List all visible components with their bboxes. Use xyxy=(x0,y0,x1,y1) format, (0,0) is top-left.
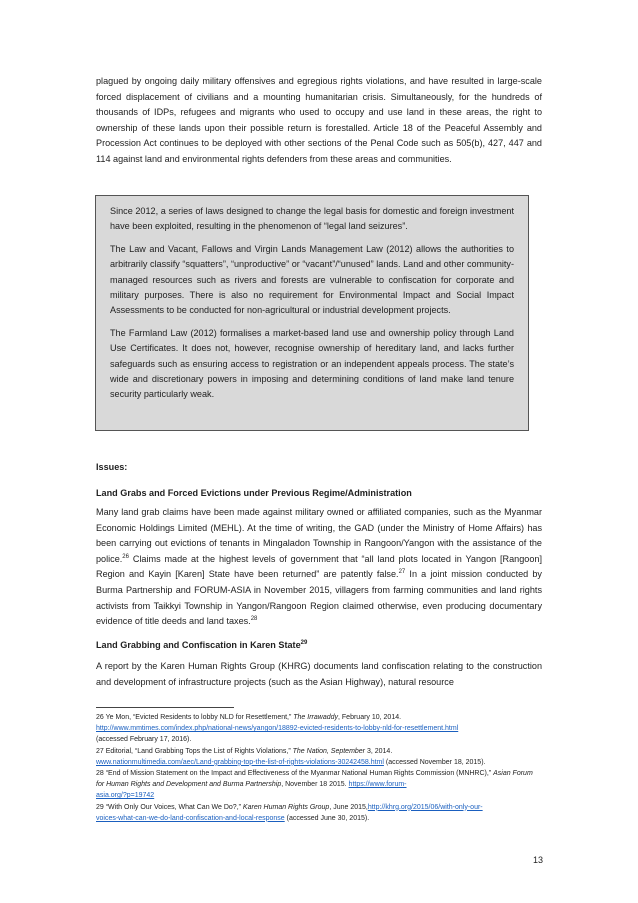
land-grabs-text-a: Many land grab claims have been made against military owned or affiliated companies, such as the Myanmar Economic Holdings Limited (MEHL). At the time of writing, the GAD (under the Ministry of Home Affairs) has been carrying out evictions of tenants in Mingaladon Township in Rangoon/Yangon with the assistance of the police. xyxy=(96,507,542,564)
footnote-27-link[interactable]: www.nationmultimedia.com/aec/Land-grabbing-top-the-list-of-rights-violations-30242458.html xyxy=(96,758,384,766)
footnote-27-source: The Nation, September xyxy=(292,747,366,755)
footnote-29-link-cont[interactable]: voices-what-can-we-do-land-confiscation-and-local-response xyxy=(96,814,285,822)
footnote-28-text: 28 “End of Mission Statement on the Impact and Effectiveness of the Myanmar National Human Rights Commission (MNHRC),” xyxy=(96,770,494,778)
footnote-27-accessed: (accessed November 18, 2015). xyxy=(383,758,486,766)
footnotes xyxy=(96,712,542,824)
footnote-27 xyxy=(96,746,542,768)
footnote-26-accessed: (accessed February 17, 2016). xyxy=(96,736,192,744)
footnote-28-link-cont[interactable]: asia.org/?p=19742 xyxy=(96,792,155,800)
land-grabs-text-c: In a joint mission conducted by Burma Partnership and FORUM-ASIA in November 2015, villagers from farming communities and land rights activists from Taikkyi Township in Yangon/Rangoon Region claimed otherwise, even producing documentary evidence of title deeds and land taxes. xyxy=(96,569,542,627)
footnote-29-text: 29 “With Only Our Voices, What Can We Do?,” xyxy=(96,803,243,811)
footnote-29-date: , June 2015, xyxy=(329,803,368,811)
footnote-26-source: The Irrawaddy xyxy=(293,714,339,721)
box-paragraph-2: The Law and Vacant, Fallows and Virgin Lands Management Law (2012) allows the authorities to arbitrarily classify “squatters”, “unproductive” or “vacant”/“unused” lands. Land and other community-managed resources such as rivers and forests are vulnerable to confiscation for corporate and military purposes. There is also no requirement for Environmental Impact and Social Impact Assessments to be conducted for non-agricultural or industrial development projects. xyxy=(110,243,514,316)
footnote-29-link[interactable]: http://khrg.org/2015/06/with-only-our- xyxy=(367,803,483,811)
karen-heading-text: Land Grabbing and Confiscation in Karen State xyxy=(96,640,301,650)
legal-context-box xyxy=(95,195,529,431)
footnote-26 xyxy=(96,712,542,746)
section-heading-karen-state xyxy=(96,640,307,650)
footnote-ref-27: 27 xyxy=(398,569,406,576)
box-paragraph-3: The Farmland Law (2012) formalises a market-based land use and ownership policy through Land Use Certificates. It does not, however, recognise ownership of hereditary land, and lacks further safeguards such as ensuring access to registration or an independent appeals process. The state’s wide and discretionary powers in imposing and determining conditions of land make land tenure security particularly weak. xyxy=(110,327,514,400)
issues-heading: Issues: xyxy=(96,462,128,472)
footnote-28-link[interactable]: https://www.forum- xyxy=(348,781,407,789)
box-paragraph-1: Since 2012, a series of laws designed to change the legal basis for domestic and foreign investment have been exploited, resulting in the phenomenon of “legal land seizures”. xyxy=(110,206,514,232)
footnote-29 xyxy=(96,802,542,824)
footnote-28-date: , November 18 2015. xyxy=(281,781,349,789)
footnote-28 xyxy=(96,768,542,802)
footnote-29-accessed: (accessed June 30, 2015). xyxy=(284,814,370,822)
page-number: 13 xyxy=(533,855,544,865)
footnote-26-text: 26 Ye Mon, “Evicted Residents to lobby NLD for Resettlement,” xyxy=(96,714,294,721)
footnote-ref-28: 28 xyxy=(250,616,258,623)
land-grabs-text-b: Claims made at the highest levels of government that “all land plots located in Yangon [Rangoon] Region and Kayin [Karen] State have been returned” are patently false. xyxy=(96,553,542,580)
footnote-28-source: Asian Forum for Human Rights and Development and Burma Partnership xyxy=(96,770,533,789)
footnote-26-date: , February 10, 2014. xyxy=(338,714,402,721)
footnote-ref-26: 26 xyxy=(122,553,129,560)
footnote-ref-29: 29 xyxy=(300,639,308,646)
footnote-27-text: 27 Editorial, “Land Grabbing Tops the List of Rights Violations,” xyxy=(96,747,293,755)
footnote-29-source: Karen Human Rights Group xyxy=(242,803,330,811)
intro-paragraph: plagued by ongoing daily military offensives and egregious rights violations, and have resulted in large-scale forced displacement of civilians and a mounting humanitarian crisis. Simultaneously, for the hundreds of thousands of IDPs, refugees and migrants who used to occupy and use land in these areas, the right to ownership of these lands upon their possible return is forestalled. Article 18 of the Peaceful Assembly and Procession Act continues to be deployed with other sections of the Penal Code such as 505(b), 427, 447 and 114 against land and environmental rights defenders from these areas and communities. xyxy=(96,76,542,164)
footnote-divider xyxy=(96,707,234,708)
section-heading-land-grabs: Land Grabs and Forced Evictions under Previous Regime/Administration xyxy=(96,488,412,498)
land-grabs-paragraph xyxy=(96,505,542,630)
karen-state-paragraph: A report by the Karen Human Rights Group (KHRG) documents land confiscation relating to the construction and development of infrastructure projects (such as the Asian Highway), natural resource xyxy=(96,661,542,687)
footnote-26-link[interactable]: http://www.mmtimes.com/index.php/national-news/yangon/18892-evicted-residents-to-lobby-nld-for-resettlement.html xyxy=(96,725,459,733)
footnote-27-date: 3, 2014. xyxy=(365,747,393,755)
